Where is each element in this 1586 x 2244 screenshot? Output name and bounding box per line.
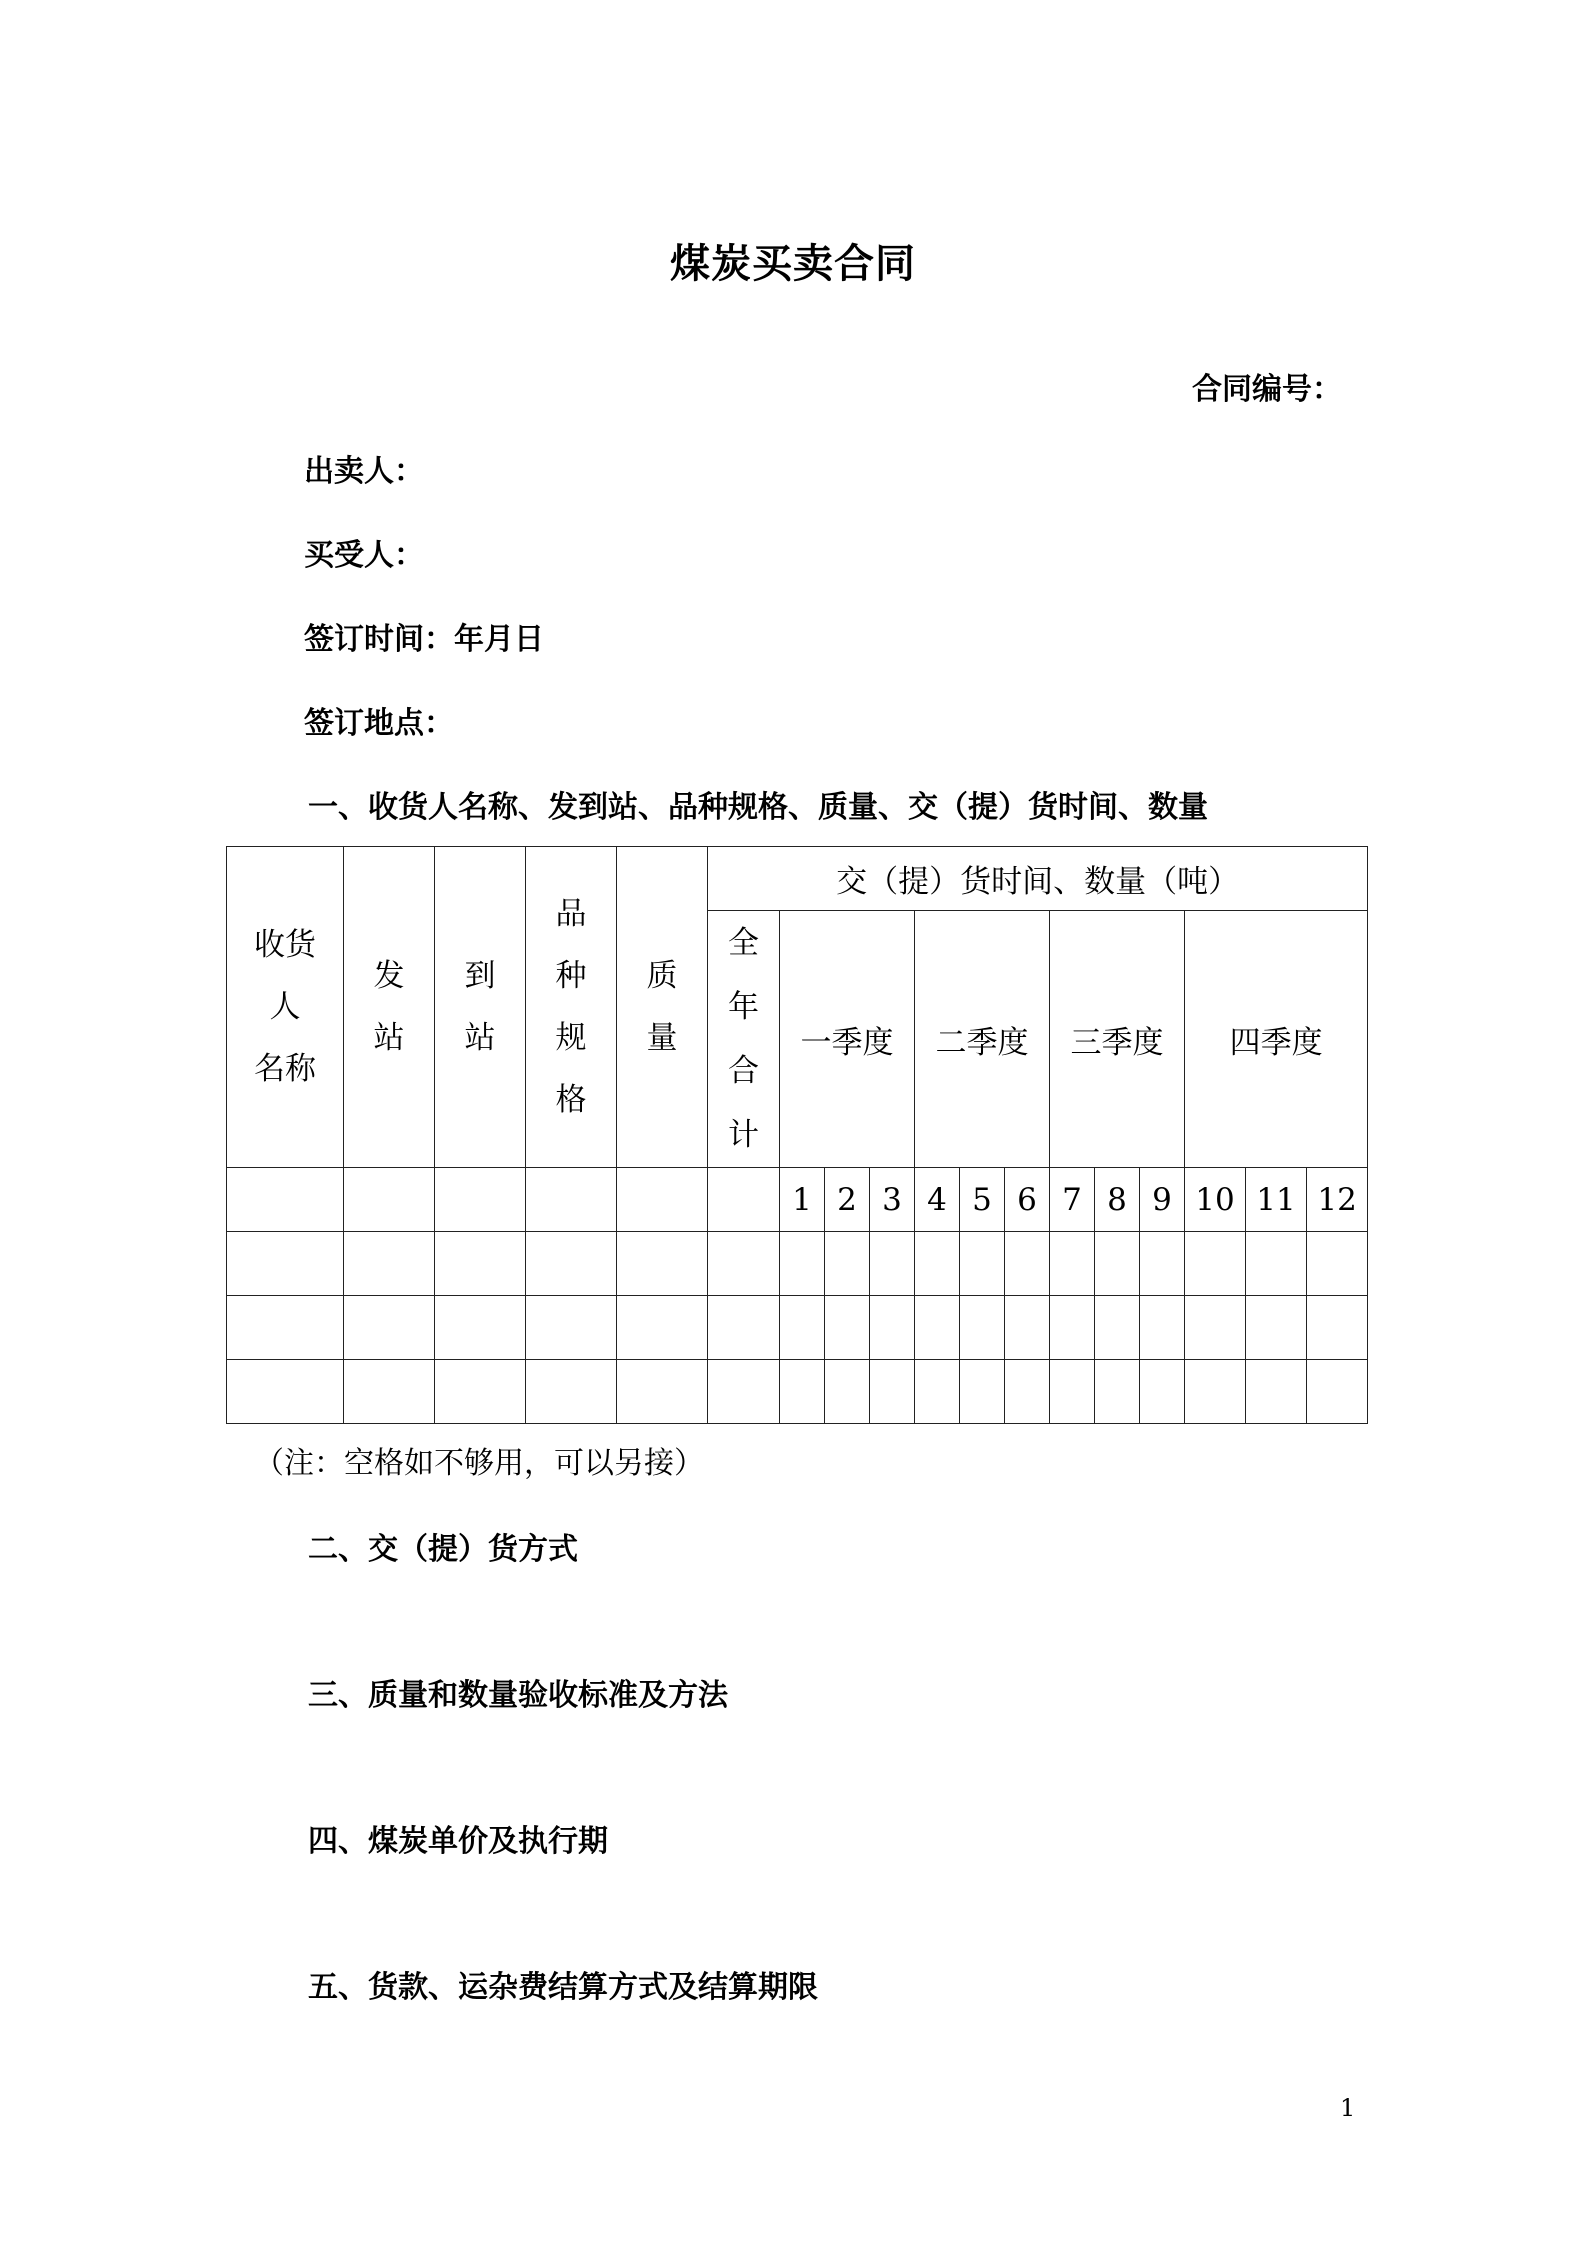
table-cell[interactable] — [227, 1168, 344, 1232]
table-cell[interactable] — [1050, 1360, 1095, 1424]
table-cell[interactable] — [1095, 1296, 1140, 1360]
table-cell[interactable] — [1246, 1232, 1307, 1296]
table-cell[interactable] — [435, 1296, 526, 1360]
table-cell[interactable] — [1005, 1296, 1050, 1360]
table-cell[interactable] — [915, 1232, 960, 1296]
table-cell[interactable] — [825, 1296, 870, 1360]
table-cell[interactable] — [617, 1360, 708, 1424]
table-cell[interactable] — [915, 1360, 960, 1424]
table-cell[interactable] — [526, 1296, 617, 1360]
section-heading-3: 三、质量和数量验收标准及方法 — [308, 1678, 728, 1713]
table-cell[interactable] — [526, 1168, 617, 1232]
table-cell[interactable] — [617, 1296, 708, 1360]
month-4: 4 — [915, 1168, 960, 1232]
table-cell[interactable] — [960, 1360, 1005, 1424]
table-row — [227, 1296, 1368, 1360]
table-cell[interactable] — [227, 1296, 344, 1360]
header-variety-spec: 品 种 规 格 — [526, 847, 617, 1168]
table-cell[interactable] — [825, 1232, 870, 1296]
table-cell[interactable] — [1246, 1360, 1307, 1424]
document-title: 煤炭买卖合同 — [670, 241, 916, 287]
table-cell[interactable] — [1050, 1296, 1095, 1360]
seller-field: 出卖人： — [304, 454, 424, 489]
table-cell[interactable] — [1185, 1360, 1246, 1424]
month-8: 8 — [1095, 1168, 1140, 1232]
header-quarter-4: 四季度 — [1185, 911, 1368, 1168]
header-quality: 质 量 — [617, 847, 708, 1168]
month-1: 1 — [780, 1168, 825, 1232]
header-annual-total: 全 年 合 计 — [708, 911, 780, 1168]
table-cell[interactable] — [960, 1232, 1005, 1296]
table-cell[interactable] — [1246, 1296, 1307, 1360]
table-cell[interactable] — [227, 1232, 344, 1296]
signing-time-field: 签订时间：年月日 — [304, 622, 544, 657]
table-row — [227, 1232, 1368, 1296]
table-cell[interactable] — [227, 1360, 344, 1424]
table-cell[interactable] — [1095, 1360, 1140, 1424]
header-arrival-station: 到 站 — [435, 847, 526, 1168]
table-cell[interactable] — [1005, 1360, 1050, 1424]
header-departure-station: 发 站 — [344, 847, 435, 1168]
table-cell[interactable] — [780, 1360, 825, 1424]
table-cell[interactable] — [870, 1296, 915, 1360]
table-cell[interactable] — [708, 1296, 780, 1360]
table-cell[interactable] — [1050, 1232, 1095, 1296]
buyer-field: 买受人： — [304, 538, 424, 573]
table-cell[interactable] — [344, 1232, 435, 1296]
table-cell[interactable] — [825, 1360, 870, 1424]
month-3: 3 — [870, 1168, 915, 1232]
month-10: 10 — [1185, 1168, 1246, 1232]
table-cell[interactable] — [780, 1232, 825, 1296]
table-cell[interactable] — [526, 1360, 617, 1424]
table-cell[interactable] — [780, 1296, 825, 1360]
table-cell[interactable] — [344, 1296, 435, 1360]
month-11: 11 — [1246, 1168, 1307, 1232]
month-12: 12 — [1307, 1168, 1368, 1232]
month-7: 7 — [1050, 1168, 1095, 1232]
section-heading-1: 一、收货人名称、发到站、品种规格、质量、交（提）货时间、数量 — [308, 790, 1208, 825]
month-2: 2 — [825, 1168, 870, 1232]
header-quarter-2: 二季度 — [915, 911, 1050, 1168]
page-number: 1 — [1340, 2094, 1356, 2122]
table-cell[interactable] — [870, 1232, 915, 1296]
header-delivery-time-quantity: 交（提）货时间、数量（吨） — [708, 847, 1368, 911]
table-cell[interactable] — [1185, 1296, 1246, 1360]
section-heading-2: 二、交（提）货方式 — [308, 1532, 578, 1567]
table-row — [227, 1360, 1368, 1424]
table-cell[interactable] — [708, 1168, 780, 1232]
table-note: （注：空格如不够用，可以另接） — [254, 1446, 704, 1481]
month-9: 9 — [1140, 1168, 1185, 1232]
table-cell[interactable] — [344, 1360, 435, 1424]
signing-place-field: 签订地点： — [304, 706, 454, 741]
table-cell[interactable] — [1307, 1232, 1368, 1296]
month-5: 5 — [960, 1168, 1005, 1232]
section-heading-4: 四、煤炭单价及执行期 — [308, 1824, 608, 1859]
table-cell[interactable] — [1307, 1360, 1368, 1424]
table-cell[interactable] — [1140, 1360, 1185, 1424]
table-cell[interactable] — [708, 1232, 780, 1296]
header-consignee-name: 收货 人 名称 — [227, 847, 344, 1168]
months-row — [227, 1168, 1368, 1232]
table-cell[interactable] — [526, 1232, 617, 1296]
table-cell[interactable] — [915, 1296, 960, 1360]
table-cell[interactable] — [1005, 1232, 1050, 1296]
table-cell[interactable] — [344, 1168, 435, 1232]
table-cell[interactable] — [1140, 1232, 1185, 1296]
table-cell[interactable] — [1307, 1296, 1368, 1360]
table-cell[interactable] — [617, 1232, 708, 1296]
table-cell[interactable] — [617, 1168, 708, 1232]
table-cell[interactable] — [708, 1360, 780, 1424]
table-cell[interactable] — [960, 1296, 1005, 1360]
table-cell[interactable] — [870, 1360, 915, 1424]
section-heading-5: 五、货款、运杂费结算方式及结算期限 — [308, 1970, 818, 2005]
table-cell[interactable] — [435, 1360, 526, 1424]
month-6: 6 — [1005, 1168, 1050, 1232]
table-cell[interactable] — [1185, 1232, 1246, 1296]
table-cell[interactable] — [435, 1168, 526, 1232]
contract-number-label: 合同编号： — [1192, 372, 1342, 407]
table-cell[interactable] — [1140, 1296, 1185, 1360]
table-cell[interactable] — [1095, 1232, 1140, 1296]
table-cell[interactable] — [435, 1232, 526, 1296]
header-quarter-1: 一季度 — [780, 911, 915, 1168]
delivery-schedule-table — [226, 846, 1368, 1424]
header-quarter-3: 三季度 — [1050, 911, 1185, 1168]
